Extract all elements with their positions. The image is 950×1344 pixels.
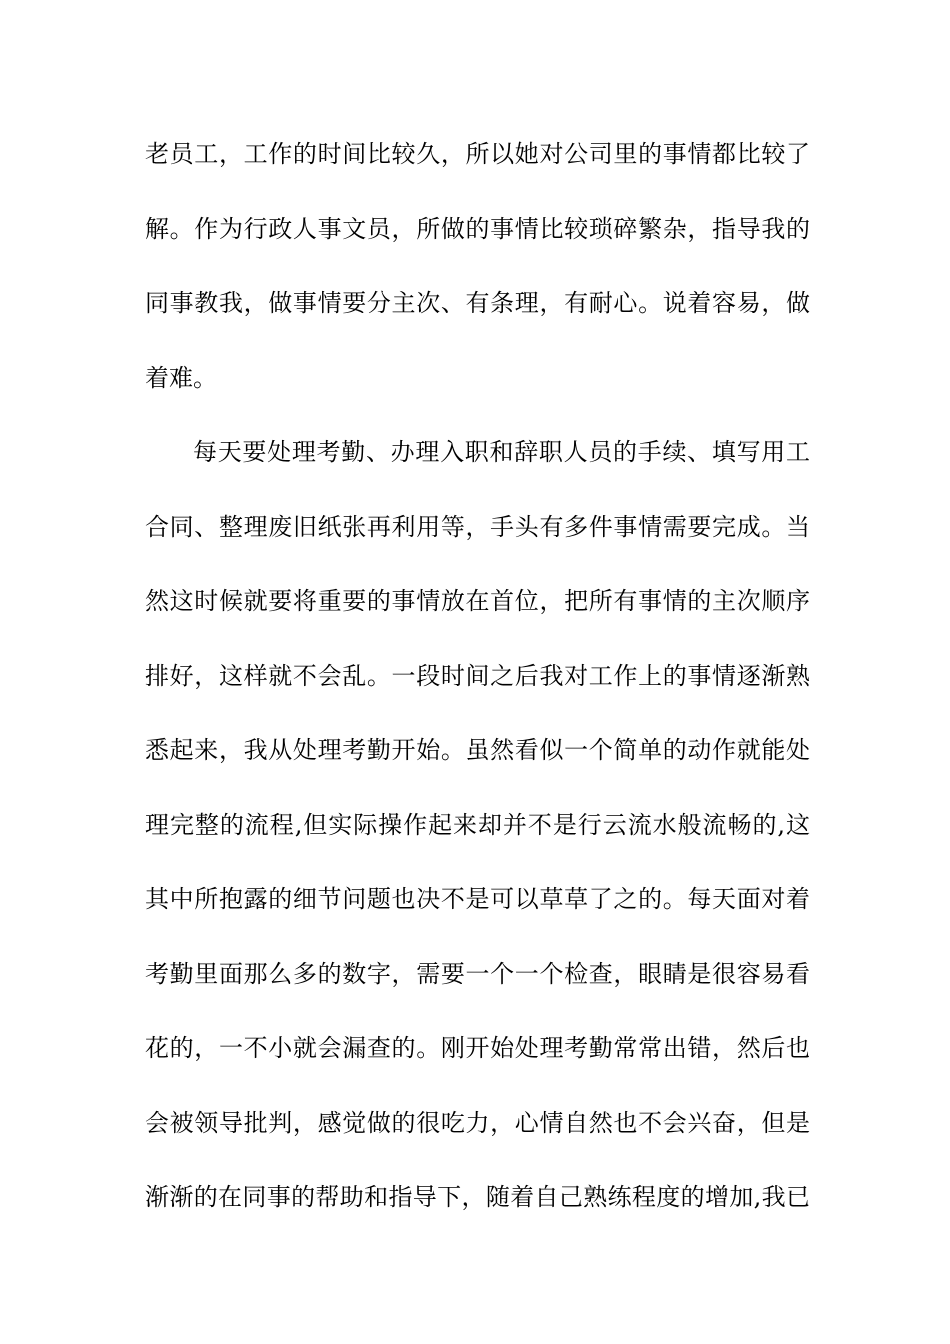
body-text — [145, 128, 810, 1246]
text-line: 会被领导批判，感觉做的很吃力，心情自然也不会兴奋，但是 — [145, 1108, 810, 1137]
paragraph-1 — [145, 128, 810, 426]
paragraph-2 — [145, 426, 810, 1246]
text-line: 合同、整理废旧纸张再利用等，手头有多件事情需要完成。当 — [145, 512, 810, 541]
text-line: 解。作为行政人事文员，所做的事情比较琐碎繁杂，指导我的 — [145, 214, 810, 243]
text-line: 渐渐的在同事的帮助和指导下，随着自己熟练程度的增加,我已 — [145, 1183, 810, 1211]
text-line: 老员工，工作的时间比较久，所以她对公司里的事情都比较了 — [145, 140, 810, 168]
text-line: 同事教我，做事情要分主次、有条理，有耐心。说着容易，做 — [145, 289, 810, 317]
text-line: 考勤里面那么多的数字，需要一个一个检查，眼睛是很容易看 — [145, 959, 810, 988]
text-line: 悉起来，我从处理考勤开始。虽然看似一个简单的动作就能处 — [145, 736, 810, 764]
text-line: 花的，一不小就会漏查的。刚开始处理考勤常常出错，然后也 — [145, 1034, 810, 1062]
text-line: 然这时候就要将重要的事情放在首位，把所有事情的主次顺序 — [145, 587, 810, 615]
text-line: 着难。 — [145, 363, 217, 392]
text-line: 排好，这样就不会乱。一段时间之后我对工作上的事情逐渐熟 — [145, 661, 810, 690]
text-line: 每天要处理考勤、办理入职和辞职人员的手续、填写用工 — [193, 438, 810, 466]
text-line: 其中所抱露的细节问题也决不是可以草草了之的。每天面对着 — [145, 885, 810, 913]
text-line: 理完整的流程,但实际操作起来却并不是行云流水般流畅的,这 — [145, 810, 810, 839]
